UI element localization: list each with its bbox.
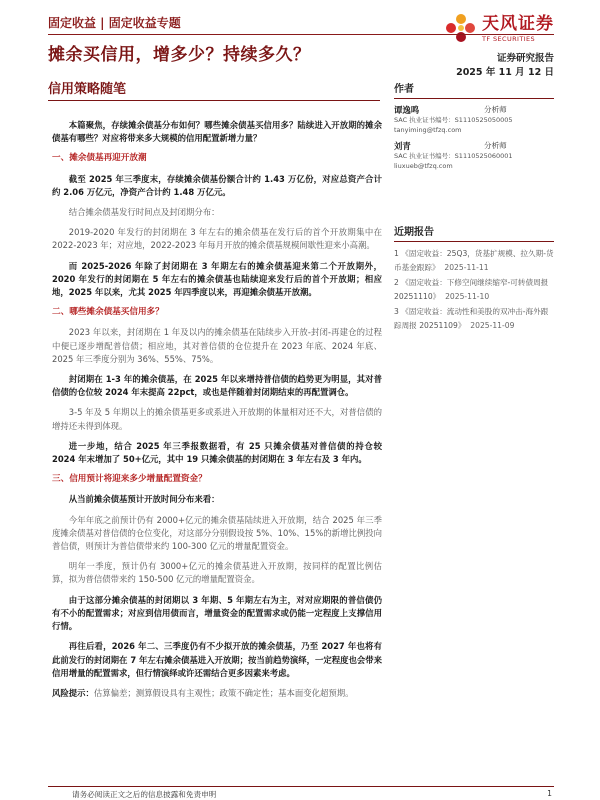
analyst-name: 刘青	[394, 141, 411, 151]
recent-report-date: 2025-11-09	[470, 321, 515, 330]
analyst-cert: SAC 执业证书编号：S1110525050005	[394, 116, 513, 124]
report-type: 证券研究报告	[496, 53, 554, 64]
body-paragraph: 2019-2020 年发行的封闭期在 3 年左右的摊余债基在发行后的首个开放期集中在 2022-2023 年；对应地，2022-2023 年每月开放的摊余债基规模间歇性迎来小高潮。	[52, 227, 382, 251]
recent-report-title[interactable]: 2 《固定收益：下修空间继续缩窄-可转债周报 20251110》	[394, 278, 549, 301]
footer-disclaimer: 请务必阅读正文之后的信息披露和免责申明	[72, 790, 217, 799]
body-paragraph: 明年一季度，预计仍有 3000+亿元的摊余债基进入开放期，按同样的配置比例估算，拟为普信债带来约 150-500 亿元的增量配置资金。	[52, 561, 382, 585]
logo-mark-icon	[446, 14, 476, 44]
body-paragraph: 2023 年以来，封闭期在 1 年及以内的摊余债基在陆续步入开放-封闭-再建仓的过程中便已逐步增配普信债；相应地，其对普信债的仓位提升在 2023 年底、2024 年底、2025 年三季度分别为 36%、55%、75%。	[52, 327, 382, 364]
authors-heading: 作者	[394, 80, 554, 99]
analyst-role: 分析师	[484, 141, 507, 150]
analyst-card	[394, 104, 554, 135]
logo-name-en: TF SECURITIES	[482, 34, 536, 43]
risk-warning	[52, 687, 382, 700]
section-heading-2: 二、哪些摊余债基买信用多？	[52, 307, 164, 318]
section-heading-1: 一、摊余债基再迎开放潮	[52, 153, 147, 164]
analyst-email[interactable]: liuxueb@tfzq.com	[394, 161, 453, 170]
recent-reports-heading: 近期报告	[394, 223, 554, 242]
risk-label: 风险提示：	[52, 687, 94, 698]
recent-report-link[interactable]	[394, 305, 554, 333]
body-paragraph: 今年年底之前预计仍有 2000+亿元的摊余债基陆续进入开放期，结合 2025 年三季度摊余债基对普信债的仓位变化，对这部分分别假设按 5%、10%、15%的新增比例投向普信债，则预计为普信债带来约 100-300 亿元的增量配置资金。	[52, 514, 382, 552]
body-paragraph: 由于这部分摊余债基的封闭期以 3 年期、5 年期左右为主，对对应期限的普信债仍有不小的配置需求；对应到信用债而言，增量资金的配置需求或仍能一定程度上支撑信用行情。	[52, 594, 382, 632]
analyst-email[interactable]: tanyiming@tfzq.com	[394, 125, 462, 134]
analyst-role: 分析师	[484, 105, 507, 114]
recent-report-date: 2025-11-11	[444, 263, 489, 272]
risk-text: 估算偏差；测算假设具有主观性；政策不确定性；基本面变化超预期。	[93, 687, 354, 698]
body-paragraph: 再往后看，2026 年二、三季度仍有不少拟开放的摊余债基，乃至 2027 年也将有此前发行的封闭期在 7 年左右摊余债基进入开放期；按当前趋势演绎，一定程度也会带来信用增量的配置需求，但行情演绎或许还需结合更多因素来考虑。	[52, 641, 382, 678]
body-paragraph: 而 2025-2026 年除了封闭期在 3 年期左右的摊余债基迎来第二个开放期外，2020 年发行的封闭期在 5 年左右的摊余债基也陆续迎来发行后的首个开放期；相应地，2025 年以来，尤其 2025 年四季度以来，再迎摊余债基开放潮。	[52, 260, 382, 298]
report-body	[52, 119, 382, 707]
footer-divider	[48, 786, 554, 787]
page-title: 摊余买信用，增多少？持续多久？	[48, 45, 311, 65]
header-divider	[48, 34, 554, 35]
analyst-card	[394, 140, 554, 171]
recent-report-title[interactable]: 1 《固定收益：25Q3，货基扩规模、拉久期-货币基金跟踪》	[394, 249, 554, 272]
body-paragraph: 3-5 年及 5 年期以上的摊余债基更多或系进入开放期的体量相对还不大，对普信债的增持还未得到体现。	[52, 407, 382, 431]
analyst-name: 谭逸鸣	[394, 105, 420, 115]
body-paragraph: 进一步地，结合 2025 年三季报数据看，有 25 只摊余债基对普信债的持仓较 2024 年末增加了 50+亿元，其中 19 只摊余债基的封闭期在 3 年左右及 3 年内。	[52, 440, 382, 465]
recent-report-title[interactable]: 3 《固定收益：流动性和美股的双冲击-海外跟踪周报 20251109》	[394, 307, 549, 330]
logo-name: 天风证券	[482, 13, 554, 34]
brand-logo	[446, 12, 554, 46]
recent-report-link[interactable]	[394, 276, 554, 304]
body-paragraph: 结合摊余债基发行时间点及封闭期分布：	[68, 207, 220, 218]
report-subtitle: 信用策略随笔	[48, 82, 127, 97]
analyst-cert: SAC 执业证书编号：S1110525060001	[394, 152, 513, 160]
body-paragraph: 封闭期在 1-3 年的摊余债基，在 2025 年以来增持普信债的趋势更为明显，其对普信债的仓位较 2024 年末提高 22pct，或也是伴随着封闭期结束的再配置调仓。	[52, 374, 382, 398]
subtitle-divider	[48, 100, 380, 101]
sidebar	[394, 80, 554, 334]
section-heading-3: 三、信用预计将迎来多少增量配置资金？	[52, 474, 207, 485]
body-paragraph: 从当前摊余债基预计开放时间分布来看：	[68, 494, 220, 505]
body-paragraph: 截至 2025 年三季度末，存续摊余债基份额合计约 1.43 万亿份，对应总资产合计约 2.06 万亿元，净资产合计约 1.48 万亿元。	[52, 173, 382, 197]
intro-paragraph: 本篇聚焦，存续摊余债基分布如何？哪些摊余债基买信用多？陆续进入开放期的摊余债基有哪些？对应将带来多大规模的信用配置新增力量？	[52, 120, 382, 144]
breadcrumb: 固定收益 | 固定收益专题	[48, 16, 181, 30]
recent-report-date: 2025-11-10	[445, 292, 490, 301]
page-number: 1	[547, 789, 552, 798]
recent-report-link[interactable]	[394, 247, 554, 275]
report-date: 2025 年 11 月 12 日	[456, 67, 554, 78]
